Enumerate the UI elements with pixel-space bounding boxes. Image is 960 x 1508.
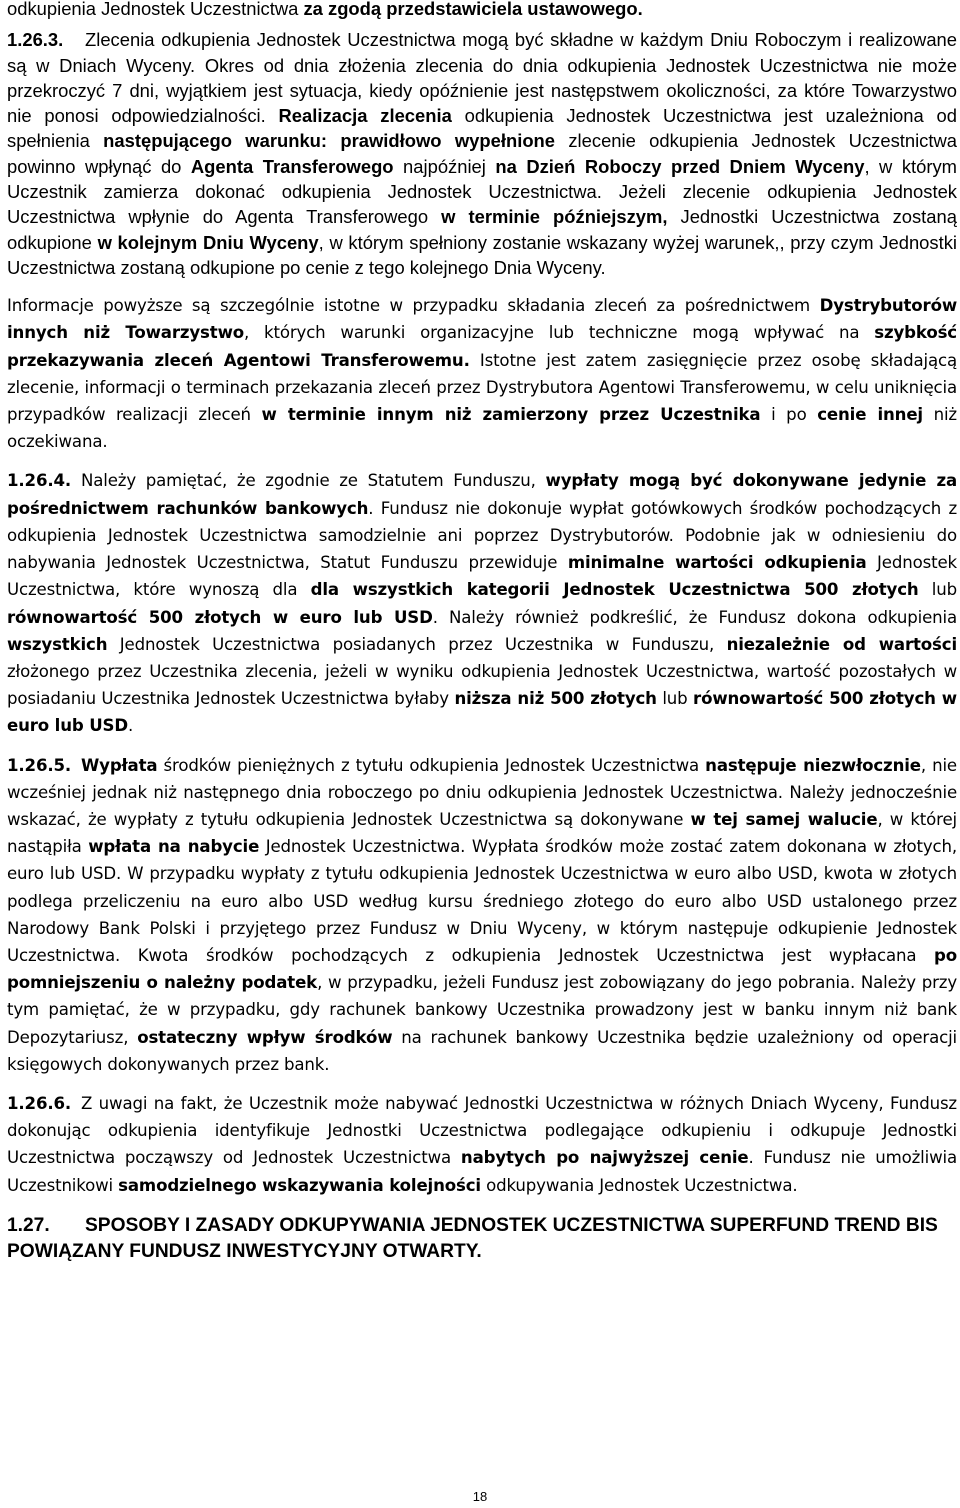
text: Należy pamiętać, że zgodnie ze Statutem Funduszu, bbox=[81, 471, 546, 491]
bold-text: Agenta Transferowego bbox=[190, 155, 394, 177]
text: , w której nastąpiła bbox=[7, 809, 957, 857]
bold-text: w terminie innym niż zamierzony przez Uczestnika bbox=[261, 405, 761, 425]
bold-text: następuje niezwłocznie bbox=[705, 755, 921, 775]
section-1-26-5 bbox=[7, 752, 957, 1078]
text: odkupywania Jednostek Uczestnictwa. bbox=[480, 1175, 798, 1195]
section-number: 1.26.5. bbox=[7, 755, 72, 775]
text: Jednostek Uczestnictwa. Wypłata środków może zostać zatem dokonana w złotych, euro lub USD. W przypadku wypłaty z tytułu odkupienia Jednostek Uczestnictwa w euro albo USD, kwota w złotych podlega przeliczeniu na euro albo USD według kursu średniego złotego do euro albo USD ustalonego przez Narodowy Bank Polski i przyjętego przez Fundusz w Dniu Wyceny, w którym następuje odkupienie Jednostek Uczestnictwa. Kwota środków pochodzących z odkupienia Jednostek Uczestnictwa jest wypłacana bbox=[7, 837, 957, 965]
text: lub bbox=[918, 580, 957, 600]
section-1-26-3 bbox=[7, 27, 957, 280]
heading-text: SPOSOBY I ZASADY ODKUPYWANIA JEDNOSTEK UCZESTNICTWA SUPERFUND TREND BIS POWIĄZANY FUNDUSZ INWESTYCYJNY OTWARTY. bbox=[7, 1214, 938, 1263]
paragraph-continuation bbox=[7, 0, 957, 21]
section-heading-1-27 bbox=[7, 1213, 957, 1266]
bold-text: równowartość 500 złotych w euro lub USD bbox=[7, 689, 957, 736]
text: najpóźniej bbox=[393, 155, 496, 177]
text: Jednostek Uczestnictwa posiadanych przez Uczestnika w Funduszu, bbox=[107, 634, 727, 654]
text: , w przypadku, jeżeli Fundusz jest zobowiązany do jego pobrania. Należy przy tym pamiętać, że w przypadku, gdy rachunek bankowy Uczestnika prowadzony jest w banku innym niż bank Depozytariusz, bbox=[7, 973, 958, 1047]
bold-text: samodzielnego wskazywania kolejności bbox=[118, 1175, 481, 1195]
text: i po bbox=[760, 405, 818, 425]
text: zlecenie odkupienia Jednostek Uczestnictwa powinno wpłynąć do bbox=[7, 130, 957, 177]
bold-text: w terminie późniejszym, bbox=[441, 206, 668, 228]
text: . Fundusz nie dokonuje wypłat gotówkowych środków pochodzących z odkupienia Jednostek Uczestnictwa samodzielnie ani poprzez Dystrybutorów. Podobnie jak w odniesieniu do nabywania Jednostek Uczestnictwa, Statut Funduszu przewiduje bbox=[7, 498, 958, 573]
bold-text: nabytych po najwyższej cenie bbox=[460, 1148, 749, 1168]
bold-text: Wypłata bbox=[81, 755, 158, 775]
text: Zlecenia odkupienia Jednostek Uczestnictwa mogą być składne w każdym Dniu Roboczym i realizowane są w Dniach Wyceny. Okres od dnia złożenia zlecenia do dnia odkupienia Jednostek Uczestnictwa nie może przekroczyć 7 dni, wyjątkiem jest sytuacja, kiedy opóźnienie jest następstwem okoliczności, za które Towarzystwo nie ponosi odpowiedzialności. bbox=[7, 29, 957, 127]
bold-text: wypłaty mogą być dokonywane jedynie za pośrednictwem rachunków bankowych bbox=[7, 471, 957, 518]
bold-text: dla wszystkich kategorii Jednostek Uczestnictwa 500 złotych bbox=[310, 580, 919, 600]
section-number: 1.26.4. bbox=[7, 471, 72, 491]
info-paragraph bbox=[7, 292, 957, 455]
text: złożonego przez Uczestnika zlecenia, jeżeli w wyniku odkupienia Jednostek Uczestnictwa, wartość pozostałych w posiadaniu Uczestnika Jednostek Uczestnictwa byłaby bbox=[7, 661, 957, 709]
text: , w którym spełniony zostanie wskazany wyżej warunek,, przy czym Jednostki Uczestnictwa zostaną odkupione po cenie z tego kolejnego Dnia Wyceny. bbox=[7, 231, 957, 278]
section-1-26-4 bbox=[7, 467, 957, 739]
text: . Należy również podkreślić, że Fundusz dokona odkupienia bbox=[432, 607, 957, 627]
bold-text: w tej samej walucie bbox=[690, 809, 878, 829]
text: odkupienia Jednostek Uczestnictwa jest uzależniona od spełnienia bbox=[7, 105, 957, 152]
text: Jednostki Uczestnictwa zostaną odkupione bbox=[7, 206, 957, 253]
text: na rachunek bankowy Uczestnika będzie uzależniony od operacji księgowych dokonywanych przez bank. bbox=[7, 1027, 958, 1074]
section-number: 1.26.3. bbox=[7, 29, 64, 51]
text: środków pieniężnych z tytułu odkupienia Jednostek Uczestnictwa bbox=[157, 755, 706, 775]
bold-text: cenie innej bbox=[817, 405, 923, 425]
bold-text: Realizacja zlecenia bbox=[278, 105, 452, 127]
bold-text: Dystrybutorów innych niż Towarzystwo bbox=[7, 296, 957, 343]
text: , nie wcześniej jednak niż następnego dnia roboczego po dniu odkupienia Jednostek Uczestnictwa. Należy jednocześnie wskazać, że wypłaty z tytułu odkupienia Jednostek Uczestnictwa są dokonywane bbox=[7, 755, 957, 829]
text: , w którym Uczestnik zamierza dokonać odkupienia Jednostek Uczestnictwa. Jeżeli zlecenie odkupienia Jednostek Uczestnictwa wpłynie do Agenta Transferowego bbox=[7, 155, 957, 228]
page-number: 18 bbox=[472, 1489, 488, 1504]
bold-text: niezależnie od wartości bbox=[726, 634, 957, 654]
bold-text: następującego warunku: prawidłowo wypełnione bbox=[103, 130, 556, 152]
text: Informacje powyższe są szczególnie istotne w przypadku składania zleceń za pośrednictwem bbox=[7, 296, 820, 316]
bold-text: na Dzień Roboczy przed Dniem Wyceny bbox=[495, 155, 865, 177]
text: lub bbox=[656, 689, 694, 709]
bold-text: wszystkich bbox=[7, 634, 108, 654]
text: . bbox=[127, 716, 134, 736]
text: . Fundusz nie umożliwia Uczestnikowi bbox=[7, 1148, 957, 1195]
text: , których warunki organizacyjne lub techniczne mogą wpływać na bbox=[244, 323, 875, 343]
bold-text: minimalne wartości odkupienia bbox=[567, 553, 867, 573]
text: Jednostek Uczestnictwa, które wynoszą dla bbox=[7, 553, 957, 600]
bold-text: wpłata na nabycie bbox=[88, 837, 260, 857]
section-number: 1.26.6. bbox=[7, 1093, 72, 1113]
bold-text: niższa niż 500 złotych bbox=[454, 689, 657, 709]
text: Istotne jest zatem zasięgnięcie przez osobę składającą zlecenie, informacji o terminach przekazania zleceń przez Dystrybutora Agentowi Transferowemu, w celu uniknięcia przypadków realizacji zleceń bbox=[7, 350, 958, 425]
text: Z uwagi na fakt, że Uczestnik może nabywać Jednostki Uczestnictwa w różnych Dniach Wyceny, Fundusz dokonując odkupienia identyfikuje Jednostki Uczestnictwa podlegające odkupieniu i odkupuje Jednostki Uczestnictwa począwszy od Jednostek Uczestnictwa bbox=[7, 1093, 957, 1168]
bold-text: za zgodą przedstawiciela ustawowego. bbox=[303, 0, 643, 19]
section-1-26-6 bbox=[7, 1090, 957, 1199]
text: niż oczekiwana. bbox=[7, 405, 957, 452]
section-number: 1.27. bbox=[7, 1214, 50, 1236]
bold-text: po pomniejszeniu o należny podatek bbox=[7, 945, 957, 993]
document-body bbox=[7, 0, 957, 1266]
bold-text: równowartość 500 złotych w euro lub USD bbox=[7, 607, 433, 627]
text: odkupienia Jednostek Uczestnictwa bbox=[7, 0, 304, 19]
bold-text: ostateczny wpływ środków bbox=[137, 1027, 393, 1047]
bold-text: w kolejnym Dniu Wyceny bbox=[97, 231, 319, 253]
bold-text: szybkość przekazywania zleceń Agentowi Transferowemu. bbox=[7, 323, 957, 370]
